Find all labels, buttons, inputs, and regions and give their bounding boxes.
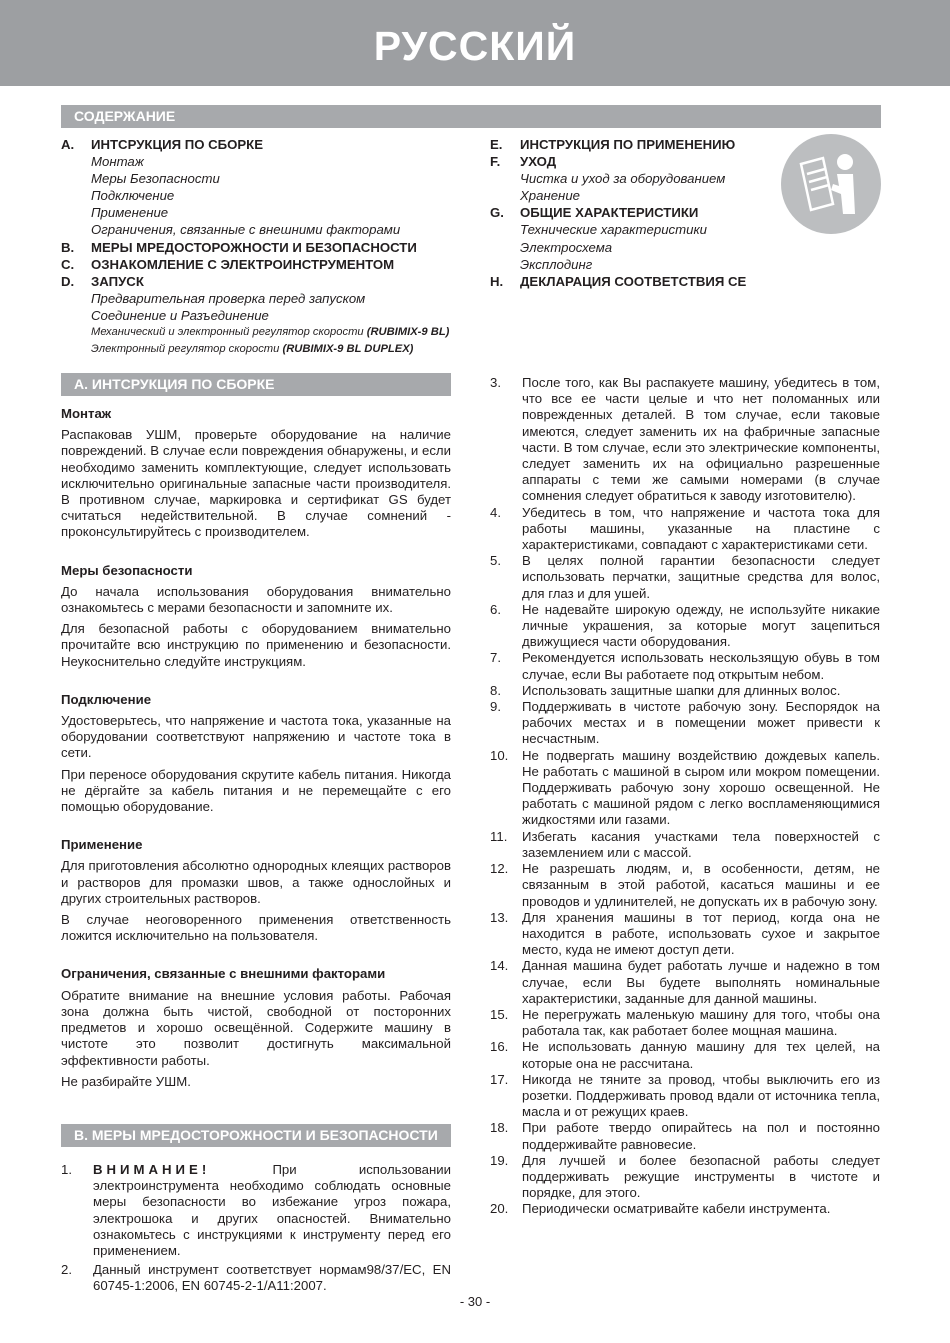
safety-item-body: Избегать касания участками тела поверхностей с заземлением или с массой. xyxy=(522,828,880,860)
toc-entry-letter: H. xyxy=(490,273,504,289)
safety-item-text xyxy=(522,1201,880,1217)
subsection xyxy=(61,966,451,1089)
toc-subentry-label: Механический и электронный регулятор скорости xyxy=(91,326,367,339)
toc-entry-letter: F. xyxy=(490,154,501,170)
toc-entry-letter: E. xyxy=(490,137,503,152)
safety-item-number: 18. xyxy=(490,1120,509,1136)
safety-item xyxy=(490,1072,880,1121)
section-a-body xyxy=(61,406,451,1112)
safety-item xyxy=(490,1120,880,1152)
toc-entry-label: ОБЩИЕ ХАРАКТЕРИСТИКИ xyxy=(520,205,699,221)
safety-item-number: 7. xyxy=(490,650,501,666)
safety-item xyxy=(490,1153,880,1202)
safety-item-text xyxy=(522,505,880,554)
safety-item-number: 5. xyxy=(490,553,501,569)
safety-item xyxy=(490,958,880,1007)
toc-subentry: Применение xyxy=(91,205,169,221)
safety-item-text xyxy=(522,910,880,959)
safety-item xyxy=(490,375,880,505)
safety-item-body: Данный инструмент соответствует нормам98/37/EC, EN 60745-1:2006, EN 60745-2-1/A11:2007. xyxy=(93,1262,451,1294)
safety-item-body: Убедитесь в том, что напряжение и частота тока для работы машины, указанные на пластине с характеристиками, совпадают с характеристиками сети. xyxy=(522,504,880,553)
safety-item-body: Не разрешать людям, и, в особенности, детям, не связанным в этой работой, касаться машины и ее проводов и удлинителей, не допускать их в рабочую зону. xyxy=(522,861,880,909)
safety-item xyxy=(490,1201,880,1217)
toc-right-column xyxy=(490,136,790,290)
safety-item-number: 10. xyxy=(490,747,509,763)
safety-item-body: Для хранения машины в тот период, когда она не находится в работе, использовать сухое и закрытое место, куда не имеют доступ дети. xyxy=(522,909,880,958)
safety-item-number: 3. xyxy=(490,375,501,390)
subsection xyxy=(61,692,451,815)
page-title: РУССКИЙ xyxy=(373,23,577,69)
safety-item xyxy=(490,650,880,682)
safety-item-number: 16. xyxy=(490,1039,509,1055)
toc-subentry: Хранение xyxy=(520,188,580,204)
toc-subentry: Технические характеристики xyxy=(520,222,708,238)
toc-entry xyxy=(490,204,790,221)
section-a-title-bar xyxy=(61,373,451,396)
safety-item-text xyxy=(522,1039,880,1071)
safety-item xyxy=(490,1039,880,1071)
safety-item xyxy=(490,910,880,959)
safety-item-text xyxy=(522,699,880,748)
safety-item-body: Не надевайте широкую одежду, не используйте никакие личные украшения, за которые могут зацепиться движущиеся части оборудования. xyxy=(522,601,880,650)
section-b-right-items xyxy=(490,375,880,1218)
paragraph: Удостоверьтесь, что напряжение и частота тока, указанные на оборудовании соответствуют напряжению и частоте тока в сети. xyxy=(61,713,451,761)
section-b-left-items xyxy=(61,1162,451,1298)
safety-item-body: При использовании электроинструмента необходимо соблюдать основные меры безопасности во избежание угроз пожара, электрошока и других опасностей. Внимательно ознакомьтесь с инструкциями к инструменту перед его применением. xyxy=(93,1162,451,1259)
subsection xyxy=(61,406,451,541)
safety-item-text xyxy=(93,1262,451,1294)
toc-subentry: Предварительная проверка перед запуском xyxy=(91,290,366,306)
toc-entry-letter: B. xyxy=(61,239,75,255)
safety-item-text xyxy=(522,602,880,651)
toc-entry-letter: D. xyxy=(61,273,75,289)
safety-item-text xyxy=(522,1153,880,1202)
safety-item xyxy=(490,748,880,829)
toc-entry-label: УХОД xyxy=(520,154,557,170)
safety-item-number: 17. xyxy=(490,1071,509,1087)
toc-subentry: Эксплодинг xyxy=(520,256,593,272)
safety-item-number: 4. xyxy=(490,504,501,520)
page-number: - 30 - xyxy=(459,1294,491,1309)
paragraph: Для приготовления абсолютно однородных клеящих растворов и растворов для промазки швов, а также однослойных и других строительных растворов. xyxy=(61,858,451,906)
toc-subentry: Подключение xyxy=(91,188,175,204)
safety-item-text xyxy=(522,650,880,682)
safety-item-body: Периодически осматривайте кабели инструмента. xyxy=(522,1201,831,1217)
paragraph: Распаковав УШМ, проверьте оборудование на наличие повреждений. В случае если повреждения обнаружены, и если необходимо заменить комплектующие, следует использовать исключительно оригинальные запасные части производителя. В противном случае, маркировка и сертификат GS будет считаться недействительной. В случае сомнений - проконсультируйтесь с производителем. xyxy=(61,427,451,540)
safety-item-text xyxy=(522,748,880,829)
safety-item-body: Для лучшей и более безопасной работы следует поддерживать режущие инструменты в чистоте и порядке, для этого. xyxy=(522,1152,880,1201)
toc-subentry-label: Электронный регулятор скорости xyxy=(91,343,283,356)
safety-item xyxy=(490,829,880,861)
toc-subentry-model: (RUBIMIX-9 BL DUPLEX) xyxy=(282,343,414,356)
safety-item xyxy=(490,699,880,748)
safety-item-body: Никогда не тяните за провод, чтобы выключить его из розетки. Поддерживать провод вдали от источника тепла, масла и от режущих краев. xyxy=(522,1071,880,1120)
toc-entry xyxy=(61,136,481,153)
safety-item-text xyxy=(522,553,880,602)
page-header xyxy=(0,0,950,86)
safety-item-text xyxy=(522,1007,880,1039)
safety-item-number: 20. xyxy=(490,1201,509,1217)
safety-item-text xyxy=(522,861,880,910)
subsection-heading: Меры безопасности xyxy=(61,562,193,578)
safety-item xyxy=(61,1262,451,1294)
safety-item-number: 1. xyxy=(61,1162,72,1177)
subsection-heading: Применение xyxy=(61,837,143,853)
safety-item-body: Рекомендуется использовать нескользящую обувь в том случае, если Вы работаете под открытым небом. xyxy=(522,650,880,682)
safety-item-body: Использовать защитные шапки для длинных волос. xyxy=(522,682,841,698)
toc-subentry: Электросхема xyxy=(520,239,613,255)
safety-item-number: 13. xyxy=(490,909,509,925)
safety-item-text xyxy=(522,1120,880,1152)
toc-subentry: Ограничения, связанные с внешними факторами xyxy=(91,222,401,238)
subsection-heading: Подключение xyxy=(61,691,152,707)
safety-item-body: Не подвергать машину воздействию дождевых капель. Не работать с машиной в сыром или мокром помещении. Поддерживать рабочую зону хорошо освещенной. Не работать с машиной рядом с легко воспламеняющимися жидкостями или газами. xyxy=(522,747,880,828)
safety-item-number: 2. xyxy=(61,1262,72,1278)
safety-item xyxy=(490,861,880,910)
safety-item-body: В целях полной гарантии безопасности следует использовать перчатки, защитные средства для волос, для глаз и для ушей. xyxy=(522,553,880,601)
safety-item-text xyxy=(93,1162,451,1259)
toc-title-bar xyxy=(61,105,881,128)
toc-entry xyxy=(490,153,790,170)
toc-entry-letter: G. xyxy=(490,205,504,221)
toc-subentry: Соединение и Разъединение xyxy=(91,307,269,323)
safety-item-number: 8. xyxy=(490,682,501,698)
safety-item xyxy=(490,683,880,699)
toc-subentry: Меры Безопасности xyxy=(91,171,220,187)
subsection xyxy=(61,563,451,670)
paragraph: До начала использования оборудования внимательно ознакомьтесь с мерами безопасности и запомните их. xyxy=(61,583,451,616)
toc-entry-label: ИНСТРУКЦИЯ ПО ПРИМЕНЕНИЮ xyxy=(520,137,736,152)
safety-item-body: Данная машина будет работать лучше и надежно в том случае, если Вы будете выполнять номинальные характеристики, заданные для данной машины. xyxy=(522,958,880,1006)
safety-item-number: 11. xyxy=(490,828,508,844)
toc-entry xyxy=(61,273,481,290)
safety-item xyxy=(490,602,880,651)
safety-item-number: 6. xyxy=(490,601,501,617)
subsection-heading: Ограничения, связанные с внешними факторами xyxy=(61,966,386,982)
manual-reading-icon xyxy=(781,134,881,234)
paragraph: При переносе оборудования скрутите кабель питания. Никогда не дёргайте за кабель питания и не перемещайте с его помощью оборудование. xyxy=(61,766,451,815)
safety-item-number: 14. xyxy=(490,958,509,974)
safety-item-body: После того, как Вы распакуете машину, убедитесь в том, что все ее части целые и что нет поломанных или поврежденных деталей. В том случае, если таковые имеются, следует заменить их на фабричные запасные части. В том случае, если это электрические компоненты, следует заменить их на официально разрешенные аппараты с теми же самыми номерами (в случае сомнения следует обратиться к заводу изготовителю). xyxy=(522,375,880,504)
safety-item xyxy=(490,1007,880,1039)
safety-item-text xyxy=(522,375,880,505)
toc-entry-letter: C. xyxy=(61,256,75,272)
safety-item xyxy=(490,553,880,602)
toc-title: СОДЕРЖАНИЕ xyxy=(74,108,176,124)
toc-entry-label: ДЕКЛАРАЦИЯ СООТВЕТСТВИЯ СЕ xyxy=(520,273,747,289)
safety-item-text xyxy=(522,683,880,699)
toc-entry xyxy=(490,136,790,153)
paragraph: Не разбирайте УШМ. xyxy=(61,1073,191,1089)
safety-item-number: 9. xyxy=(490,699,501,715)
safety-item-number: 19. xyxy=(490,1152,509,1168)
safety-item-body: Поддерживать в чистоте рабочую зону. Беспорядок на рабочих местах и в помещении может привести к несчастным. xyxy=(522,699,880,747)
section-b-title: B. МЕРЫ МРЕДОСТОРОЖНОСТИ И БЕЗОПАСНОСТИ xyxy=(74,1127,438,1143)
toc-subentry xyxy=(61,324,481,341)
subsection-heading: Монтаж xyxy=(61,406,112,421)
toc-subentry xyxy=(61,341,481,358)
safety-item-number: 12. xyxy=(490,861,509,877)
section-a-title: A. ИНТСРУКЦИЯ ПО СБОРКЕ xyxy=(74,376,275,392)
safety-item-text xyxy=(522,958,880,1007)
toc-entry-label: ЗАПУСК xyxy=(91,273,144,289)
toc-subentry: Монтаж xyxy=(91,154,144,170)
safety-item-number: 15. xyxy=(490,1006,509,1022)
warning-lead: ВНИМАНИЕ! xyxy=(93,1162,211,1177)
safety-item-text xyxy=(522,1072,880,1121)
safety-item-body: При работе твердо опирайтесь на пол и постоянно поддерживайте равновесие. xyxy=(522,1120,880,1152)
subsection xyxy=(61,837,451,944)
safety-item xyxy=(490,505,880,554)
section-b-title-bar xyxy=(61,1124,451,1147)
safety-item-text xyxy=(522,829,880,861)
toc-entry-letter: A. xyxy=(61,137,75,152)
toc-entry-label: МЕРЫ МРЕДОСТОРОЖНОСТИ И БЕЗОПАСНОСТИ xyxy=(91,239,417,255)
toc-entry xyxy=(490,273,790,290)
toc-subentry-model: (RUBIMIX-9 BL) xyxy=(366,326,450,339)
safety-item-body: Не использовать данную машину для тех целей, на которые она не рассчитана. xyxy=(522,1039,880,1071)
toc-subentry: Чистка и уход за оборудованием xyxy=(520,171,726,187)
toc-entry xyxy=(61,256,481,273)
toc-left-column xyxy=(61,136,481,358)
safety-item-body: Не перегружать маленькую машину для того, чтобы она работала так, как работает более мощная машина. xyxy=(522,1006,880,1039)
paragraph: Для безопасной работы с оборудованием внимательно прочитайте всю инструкцию по применению и безопасности. Неукоснительно следуйте инструкциям. xyxy=(61,621,451,669)
safety-item xyxy=(61,1162,451,1259)
toc-entry xyxy=(61,239,481,256)
toc-entry-label: ОЗНАКОМЛЕНИЕ С ЭЛЕКТРОИНСТРУМЕНТОМ xyxy=(91,256,395,272)
paragraph: Обратите внимание на внешние условия работы. Рабочая зона должна быть чистой, свободной от посторонних предметов и хорошо освещённой. Содержите машину в чистоте это позволит достигнуть максимальной эффективности работы. xyxy=(61,987,451,1068)
toc-entry-label: ИНТСРУКЦИЯ ПО СБОРКЕ xyxy=(91,137,264,152)
paragraph: В случае неоговоренного применения ответственность ложится исключительно на пользователя. xyxy=(61,912,451,944)
